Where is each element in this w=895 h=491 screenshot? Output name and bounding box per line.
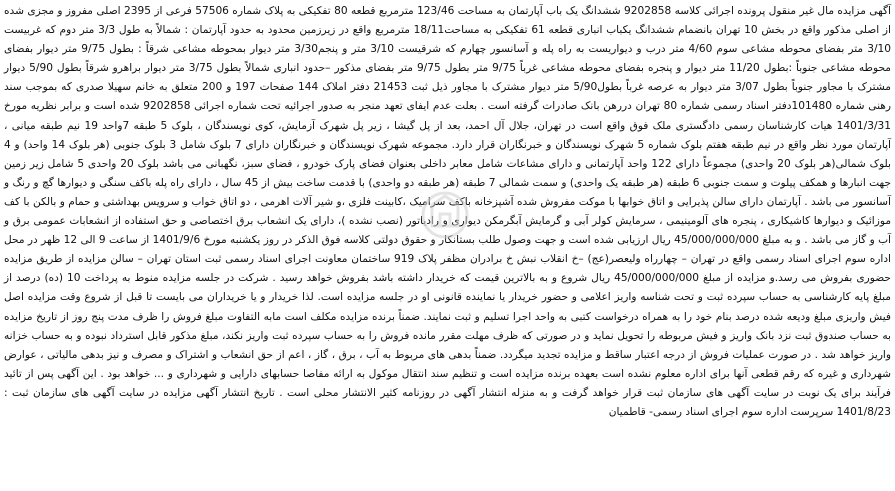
notice-body: آگهی مزایده مال غیر منقول پرونده اجرائی کلاسه 9202858 ششدانگ یک باب آپارتمان به مساحت 123/46 مترمربع قطعه 80 تفکیکی به پلاک شماره 57506 فرعی از 2395 اصلی مفروز و مجزی شده از اصلی مذکور واقع در بخش 10 تهران بانضمام ششدانگ یکباب انباری قطعه 61 تفکیکی به مساحت18/11 مترمربع واقع در زیرزمین محدود به حدود آپارتمان : شمالاً به طول 3/3 متر دوم که غربیست 3/10 متر بفضای محوطه مشاعی سوم 4/60 متر درب و دیواریست به راه پله و آسانسور چهارم که شرقیست 3/10 متر و پنجم3/30 متر دیوار بمحوطه مشاعی شرقاً : بطول 9/75 متر دیوار بفضای محوطه مشاعی جنوباً :بطول 11/20 متر دیوار و پنجره بفضای محوطه مشاعی غرباً 9/75 متر بطول 9/75 متر بفضای مذکور –حدود انباری شمالاً بطول 3/75 متر دیوار براهرو شرقاً بطول 5/90 دیوار مشترک با مجاور جنوباً بطول 3/07 متر دیوار به عرصه غرباً بطول5/90 متر دیوار مشترک با مجاور ذیل ثبت 21453 دفتر املاک 144 صفحات 197 و 200 متعلق به خانم سهیلا صدری که بموجب سند رهنی شماره 101480دفتر اسناد رسمی شماره 80 تهران دررهن بانک صادرات گرفته است . بعلت عدم ایفای تعهد منجر به صدور اجرائیه تحت شماره اجرائی 9202858 شده است و برابر نظریه مورخ 1401/3/31 هیات کارشناسان رسمی دادگستری ملک فوق واقع است در تهران، جلال آل احمد، بعد از پل گیشا ، زیر پل شهرک آزمایش، کوی نویسندگان ، بلوک 5 طبقه 7واحد 19 نیم طبقه میانی ، آپارتمان مورد نظر واقع در نیم طبقه هفتم بلوک شماره 5 شهرک نویسندگان و خبرنگاران قرار دارد. مجموعه شهرک نویسندگان و خبرنگاران دارای 7 بلوک شامل 3 بلوک جنوبی (هر بلوک 14 واحد) و 4 بلوک شمالی(هر بلوک 20 واحدی) مجموعاً دارای 122 واحد آپارتمانی و دارای مشاعات شامل معابر داخلی بعنوان فضای پارک خودرو ، فضای سبز، نگهبانی می باشد بلوک 20 واحدی 5 شامل زیر زمین جهت انبارها و همکف پیلوت و سمت جنوبی 6 طبقه (هر طبقه یک واحدی) و سمت شمالی 7 طبقه (هر طبقه دو واحدی) با قدمت ساخت بیش از 45 سال ، دارای راه پله باکف سنگی و دیوارها گچ و رنگ و آسانسور می باشد . آپارتمان دارای سالن پذیرایی و اتاق خوابها با موکت مفروش شده آشپزخانه باکف سرامیک ،کابینت فلزی ،و شیر آلات اهرمی ، دو اتاق خواب و سرویس بهداشتی و حمام و بالکن با کف موزائیک و دیوارها کاشیکاری ، پنجره های آلومینیمی ، سرمایش کولر آبی و گرمایش آبگرمکن دیواری و رادیاتور (نصب نشده )، دارای یک انشعاب برق اختصاصی و حق استفاده از انشعابات عمومی برق و آب و گاز می باشد . و به مبلغ 45/000/000/000 ریال ارزیابی شده است و جهت وصول طلب بستانکار و حقوق دولتی کلاسه فوق الذکر در روز یکشنبه مورخ 1401/9/6 از ساعت 9 الی 12 ظهر در محل اداره سوم اجرای اسناد رسمی واقع در تهران – چهارراه ولیعصر(عج) –خ انقلاب نبش خ برادران مظفر پلاک 919 ساختمان معاونت اجرای اسناد رسمی ثبت استان تهران – سالن مزایده از طریق مزایده حضوری بفروش می رسد.و مزایده از مبلغ 45/000/000/000 ریال شروع و به بالاترین قیمت که خریدار داشته باشد بفروش خواهد رسید . شرکت در جلسه مزایده منوط به پرداخت 10 (ده) درصد از مبلغ پایه کارشناسی به حساب سپرده ثبت و تحت شناسه واریز اعلامی و حضور خریدار یا نماینده قانونی او در جلسه مزایده است. لذا خریدار و یا خریداران می بایست تا قبل از شروع وقت مزایده اصل فیش واریزی مبلغ ودیعه شده درصد بنام خود را به همراه درخواست کتبی به واحد اجرا تسلیم و ثبت نمایند. ضمناً برنده مزایده مکلف است مابه التفاوت مبلغ فروش را ظرف مدت پنج روز از تاریخ مزایده به حساب صندوق ثبت نزد بانک واریز و فیش مربوطه را تحویل نماید و در صورتی که ظرف مهلت مقرر مانده فروش را به حساب سپرده ثبت واریز نکند، مبلغ مذکور قابل استرداد نبوده و به حساب خزانه واریز خواهد شد . در صورت عملیات فروش از درجه اعتبار ساقط و مزایده تجدید میگردد. ضمناً بدهی های مربوط به آب ، برق ، گاز ، اعم از حق انشعاب و اشتراک و مصرف و نیز بدهی مالیاتی ، عوارض شهرداری و غیره که رقم قطعی آنها برای اداره معلوم نشده است بعهده برنده مزایده است و تنظیم سند انتقال موکول به ارائه مفاصا حسابهای دارایی و شهرداری و ... خواهد بود . این آگهی پس از تائید فرآیند برای یک نوبت در سایت آگهی های سازمان ثبت قرار خواهد گرفت و به منزله انتشار آگهی در روزنامه کثیر الانتشار محلی است . تاریخ انتشار آگهی مزایده در سایت آگهی های سازمان ثبت : 1401/8/23 سرپرست اداره سوم اجرای اسناد رسمی- قاطمیان [4,5,892,418]
auction-notice [4,2,891,489]
